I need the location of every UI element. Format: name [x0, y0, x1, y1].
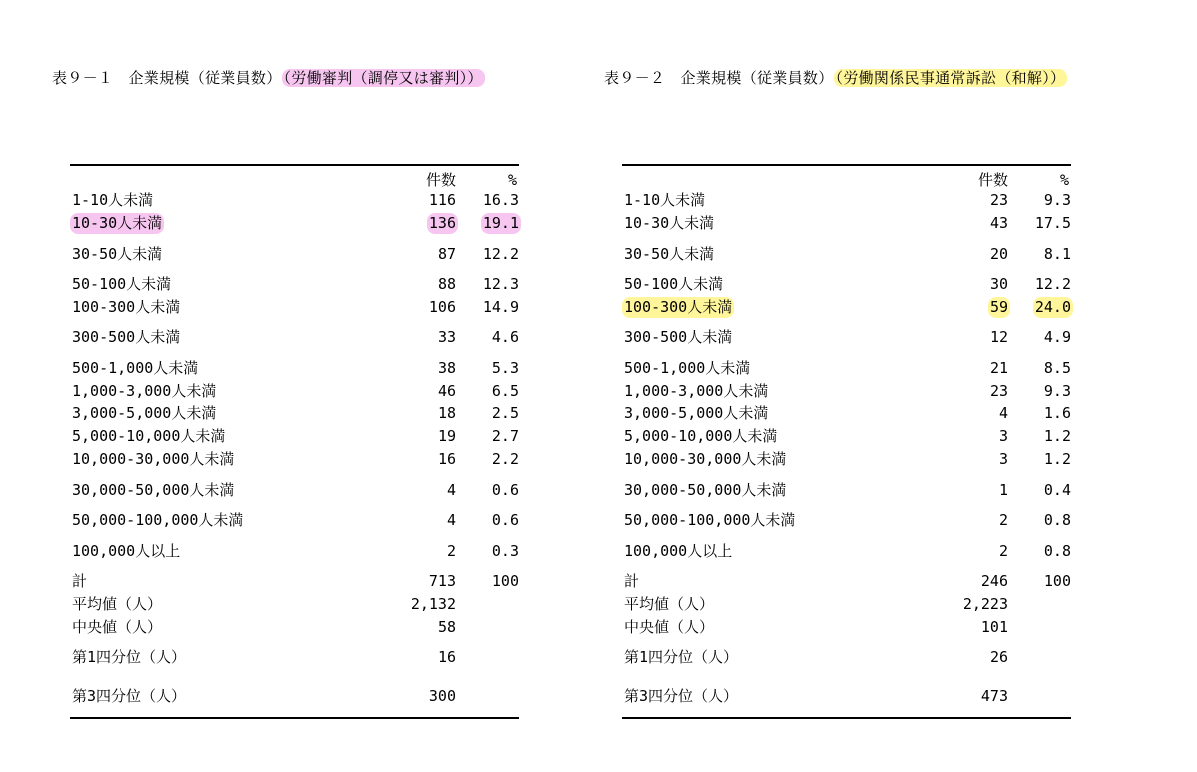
- row-label: 100,000人以上: [624, 542, 733, 560]
- row-count: 300: [428, 687, 456, 705]
- row-count: 46: [437, 382, 456, 400]
- table-row: [70, 274, 519, 295]
- table-row: [70, 647, 519, 668]
- table-title-right: [604, 68, 1067, 88]
- row-count: 246: [980, 572, 1008, 590]
- table-row: [70, 426, 519, 447]
- row-count: 23: [989, 191, 1008, 209]
- row-percent: 100: [1043, 572, 1071, 590]
- column-header-count: 件数: [977, 171, 1008, 189]
- row-percent: 9.3: [1043, 191, 1071, 209]
- row-count: 1: [998, 481, 1008, 499]
- row-percent: 0.8: [1043, 542, 1071, 560]
- row-percent: 1.2: [1043, 427, 1071, 445]
- row-label: 500-1,000人未満: [624, 359, 751, 377]
- table-panel-right: [604, 0, 1074, 772]
- row-count: 2,223: [962, 595, 1008, 613]
- row-count: 136: [428, 214, 456, 232]
- row-label: 平均値（人）: [624, 595, 715, 613]
- table-row: [622, 480, 1071, 501]
- row-label: 10,000-30,000人未満: [72, 450, 235, 468]
- table-row: [622, 510, 1071, 531]
- row-count: 12: [989, 328, 1008, 346]
- table-title-right-highlight: （労働関係民事通常訴訟（和解））: [835, 69, 1066, 87]
- table-row: [622, 426, 1071, 447]
- table-row: [622, 327, 1071, 348]
- row-count: 116: [428, 191, 456, 209]
- table-row: [622, 190, 1071, 211]
- table-title-left-highlight: （労働審判（調停又は審判））: [283, 69, 483, 87]
- row-label: 平均値（人）: [72, 595, 163, 613]
- row-count: 20: [989, 245, 1008, 263]
- table-row: [622, 541, 1071, 562]
- row-count: 2,132: [410, 595, 456, 613]
- row-label: 30-50人未満: [72, 245, 163, 263]
- row-label: 30,000-50,000人未満: [624, 481, 787, 499]
- table-row: [70, 541, 519, 562]
- row-percent: 16.3: [482, 191, 519, 209]
- row-label: 300-500人未満: [624, 328, 733, 346]
- row-count: 87: [437, 245, 456, 263]
- row-percent: 0.3: [491, 542, 519, 560]
- table-title-right-main: 表９－２ 企業規模（従業員数）: [604, 69, 834, 87]
- table-row: [622, 381, 1071, 402]
- row-label: 50,000-100,000人未満: [72, 511, 244, 529]
- row-count: 16: [437, 648, 456, 666]
- table-row: [70, 571, 519, 592]
- row-label: 計: [624, 572, 640, 590]
- table-row: [70, 327, 519, 348]
- row-percent: 2.2: [491, 450, 519, 468]
- data-table-right: [622, 164, 1071, 719]
- row-count: 38: [437, 359, 456, 377]
- table-row: [70, 594, 519, 615]
- row-percent: 0.8: [1043, 511, 1071, 529]
- row-percent: 1.2: [1043, 450, 1071, 468]
- row-label: 第3四分位（人）: [624, 687, 739, 705]
- row-percent: 17.5: [1034, 214, 1071, 232]
- row-percent: 12.3: [482, 275, 519, 293]
- row-label: 50,000-100,000人未満: [624, 511, 796, 529]
- table-title-left: [52, 68, 485, 88]
- table-row: [622, 297, 1071, 318]
- row-percent: 14.9: [482, 298, 519, 316]
- table-row: [622, 244, 1071, 265]
- row-count: 43: [989, 214, 1008, 232]
- row-percent: 19.1: [482, 214, 519, 232]
- row-label: 10-30人未満: [624, 214, 715, 232]
- table-row: [622, 274, 1071, 295]
- row-count: 3: [998, 427, 1008, 445]
- row-label: 500-1,000人未満: [72, 359, 199, 377]
- table-row: [622, 647, 1071, 668]
- row-count: 4: [998, 404, 1008, 422]
- row-label: 1-10人未満: [72, 191, 154, 209]
- row-count: 713: [428, 572, 456, 590]
- row-label: 30,000-50,000人未満: [72, 481, 235, 499]
- row-count: 4: [446, 511, 456, 529]
- row-count: 4: [446, 481, 456, 499]
- table-row: [622, 449, 1071, 470]
- table-row: [70, 510, 519, 531]
- row-percent: 0.6: [491, 481, 519, 499]
- row-label: 100-300人未満: [72, 298, 181, 316]
- row-label: 5,000-10,000人未満: [72, 427, 226, 445]
- table-row: [70, 686, 519, 707]
- row-label: 5,000-10,000人未満: [624, 427, 778, 445]
- row-label: 1,000-3,000人未満: [72, 382, 217, 400]
- row-label: 中央値（人）: [624, 618, 715, 636]
- row-label: 第3四分位（人）: [72, 687, 187, 705]
- row-count: 59: [989, 298, 1008, 316]
- row-label: 30-50人未満: [624, 245, 715, 263]
- row-label: 1-10人未満: [624, 191, 706, 209]
- row-percent: 100: [491, 572, 519, 590]
- row-label: 10-30人未満: [72, 214, 163, 232]
- table-row: [622, 686, 1071, 707]
- row-percent: 6.5: [491, 382, 519, 400]
- row-count: 2: [446, 542, 456, 560]
- table-row: [70, 244, 519, 265]
- column-header-count: 件数: [425, 171, 456, 189]
- row-percent: 0.4: [1043, 481, 1071, 499]
- row-percent: 8.5: [1043, 359, 1071, 377]
- row-count: 26: [989, 648, 1008, 666]
- table-row: [70, 213, 519, 234]
- row-count: 30: [989, 275, 1008, 293]
- column-header-percent: %: [1059, 171, 1069, 189]
- row-percent: 9.3: [1043, 382, 1071, 400]
- table-row: [70, 617, 519, 638]
- row-count: 18: [437, 404, 456, 422]
- table-row: [70, 480, 519, 501]
- table-row: [70, 190, 519, 211]
- row-label: 10,000-30,000人未満: [624, 450, 787, 468]
- row-percent: 12.2: [1034, 275, 1071, 293]
- table-row: [622, 571, 1071, 592]
- row-percent: 12.2: [482, 245, 519, 263]
- column-header-percent: %: [507, 171, 517, 189]
- row-count: 101: [980, 618, 1008, 636]
- row-percent: 2.7: [491, 427, 519, 445]
- row-count: 19: [437, 427, 456, 445]
- row-count: 473: [980, 687, 1008, 705]
- row-count: 3: [998, 450, 1008, 468]
- row-label: 第1四分位（人）: [624, 648, 739, 666]
- row-label: 第1四分位（人）: [72, 648, 187, 666]
- row-percent: 24.0: [1034, 298, 1071, 316]
- row-count: 23: [989, 382, 1008, 400]
- row-count: 2: [998, 511, 1008, 529]
- row-percent: 2.5: [491, 404, 519, 422]
- row-count: 88: [437, 275, 456, 293]
- row-percent: 5.3: [491, 359, 519, 377]
- table-title-left-main: 表９－１ 企業規模（従業員数）: [52, 69, 282, 87]
- row-count: 33: [437, 328, 456, 346]
- row-percent: 0.6: [491, 511, 519, 529]
- row-label: 3,000-5,000人未満: [72, 404, 217, 422]
- row-count: 58: [437, 618, 456, 636]
- row-count: 21: [989, 359, 1008, 377]
- table-row: [70, 403, 519, 424]
- row-count: 16: [437, 450, 456, 468]
- row-percent: 4.6: [491, 328, 519, 346]
- table-row: [622, 617, 1071, 638]
- data-table-left: [70, 164, 519, 719]
- row-percent: 4.9: [1043, 328, 1071, 346]
- table-row: [622, 213, 1071, 234]
- table-panel-left: [52, 0, 522, 772]
- row-label: 50-100人未満: [624, 275, 724, 293]
- row-label: 300-500人未満: [72, 328, 181, 346]
- table-row: [622, 358, 1071, 379]
- table-row: [70, 297, 519, 318]
- row-count: 2: [998, 542, 1008, 560]
- row-label: 1,000-3,000人未満: [624, 382, 769, 400]
- table-row: [70, 449, 519, 470]
- row-percent: 1.6: [1043, 404, 1071, 422]
- row-label: 中央値（人）: [72, 618, 163, 636]
- row-label: 100-300人未満: [624, 298, 733, 316]
- row-label: 50-100人未満: [72, 275, 172, 293]
- table-row: [622, 594, 1071, 615]
- table-row: [70, 358, 519, 379]
- row-label: 計: [72, 572, 88, 590]
- row-count: 106: [428, 298, 456, 316]
- row-label: 3,000-5,000人未満: [624, 404, 769, 422]
- row-percent: 8.1: [1043, 245, 1071, 263]
- table-row: [70, 381, 519, 402]
- table-row: [622, 403, 1071, 424]
- row-label: 100,000人以上: [72, 542, 181, 560]
